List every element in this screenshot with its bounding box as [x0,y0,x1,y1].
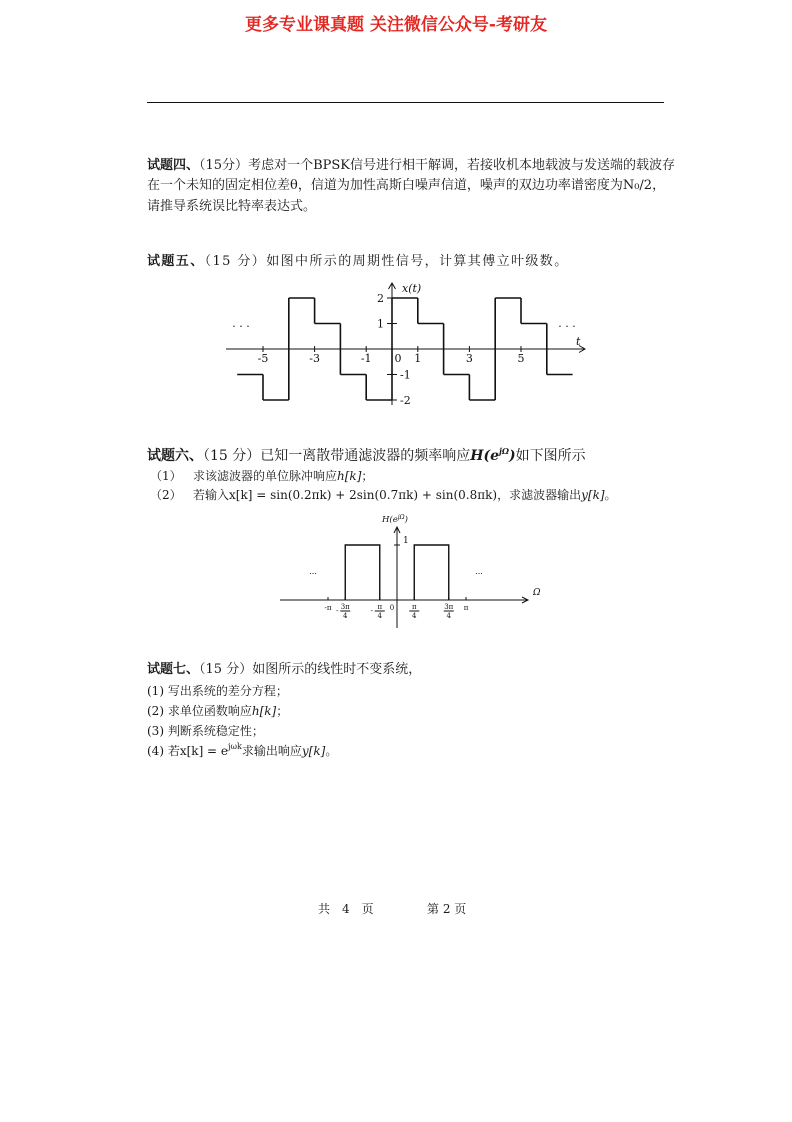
q7-item-4-math2: y[k] [301,744,326,758]
omega-axis-label: Ω [533,588,541,598]
magnitude-label-sup: jΩ [397,514,405,521]
q7-item-3 [147,723,264,739]
q6-item-2 [150,487,617,503]
promo-banner: 更多专业课真题 关注微信公众号-考研友 [245,15,547,35]
q6-item-1 [150,468,373,484]
passband-rect [345,545,380,600]
q7-item-1 [147,683,288,699]
q7-item-4-text: 若 [167,744,180,758]
q7-item-4 [147,743,337,761]
q7-item-4-number: (4) [147,744,164,758]
magnitude-label-close: ) [404,515,408,525]
q7-item-2-number: (2) [147,704,164,718]
q7-score: （15 分） [199,662,253,677]
y-tick-label: 1 [377,317,384,331]
q7-item-4-mid: 求输出响应 [241,744,302,758]
q6-score: （15 分） [203,448,261,464]
x-tick-label: -1 [360,352,372,365]
q6-h-close: ) [509,448,516,464]
y-tick-label: -1 [400,368,411,382]
q6-h-base: H(e [470,448,500,464]
passband-rect [414,545,449,600]
ellipsis-right: ... [475,567,483,576]
x-tick-sign: - [336,607,339,615]
q6-item-2-mid: ，求滤波器输出 [497,488,582,502]
q6-item-1-end: ； [361,469,374,483]
magnitude-label-base: H(e [382,515,398,525]
page-number: 第 2 页 [427,902,467,916]
q4-heading: 试题四、 [147,158,200,173]
x-tick-label: -π [324,604,332,612]
q4-line-3: 请推导系统误比特率表达式。 [147,199,317,214]
q4-text-1: 考虑对一个BPSK信号进行相干解调，若接收机本地载波与发送端的载波存 [248,158,675,173]
q6-h-sup: jΩ [499,446,510,456]
x-tick-sign: - [370,607,373,615]
q7-text: 如图所示的线性时不变系统， [252,662,422,677]
x-tick-label: -3 [309,352,320,365]
q6-item-2-math: x[k] = sin(0.2πk) + 2sin(0.7πk) + sin(0.8πk) [229,488,498,502]
ellipsis-left: · · · [232,320,250,333]
q7-item-2-end: ； [276,704,289,718]
q7-item-2-text: 求单位函数响应 [167,704,252,718]
q6-heading: 试题六、 [147,448,203,464]
ellipsis-right: · · · [558,320,576,333]
q4-score: （15分） [199,158,249,173]
x-tick-label: 0 [389,604,395,612]
q7-item-2-math: h[k] [251,704,277,718]
q5-line [147,254,569,270]
x-tick-label: π [463,604,469,612]
q6-item-2-number: （2） [150,488,182,502]
bandpass-response-figure [275,508,550,633]
x-tick-denominator: 4 [343,612,348,620]
time-axis-label: t [576,335,581,348]
q7-heading: 试题七、 [147,662,200,677]
x-tick-numerator: 3π [444,603,454,611]
q6-text: 已知一离散带通滤波器的频率响应 [260,448,471,464]
q7-item-2 [147,703,288,719]
ellipsis-left: ... [309,567,317,576]
page-total: 共 4 页 [318,902,374,916]
q4-line-1 [147,158,675,174]
q7-item-1-number: (1) [147,684,164,698]
q4-line-2: 在一个未知的固定相位差θ，信道为加性高斯白噪声信道，噪声的双边功率谱密度为N₀/2， [147,178,666,193]
q6-item-1-number: （1） [150,469,182,483]
x-tick-label: 5 [517,352,525,365]
q7-item-4-end: 。 [325,744,338,758]
periodic-signal-figure [220,275,600,415]
q7-item-1-text: 写出系统的差分方程； [167,684,288,698]
x-tick-denominator: 4 [446,612,451,620]
q5-heading: 试题五、 [147,254,205,269]
q7-line-1 [147,662,421,678]
magnitude-axis-label [381,514,408,525]
x-tick-label: -5 [257,352,269,365]
x-tick-denominator: 4 [412,612,417,620]
header-rule [147,102,664,103]
x-tick-label: 0 [394,352,402,365]
x-tick-label: 3 [465,352,473,365]
y-tick-label: 2 [377,292,384,305]
q6-line-1 [147,447,586,466]
x-tick-label: 1 [414,352,422,365]
q6-item-1-text: 求该滤波器的单位脉冲响应 [193,469,338,483]
q5-text: 如图中所示的周期性信号，计算其傅立叶级数。 [266,254,569,269]
q7-item-3-number: (3) [147,724,164,738]
x-tick-numerator: π [411,603,417,611]
q6-item-1-math: h[k] [337,469,362,483]
q6-tail: 如下图所示 [515,448,586,464]
q6-item-2-math2: y[k] [581,488,605,502]
x-tick-numerator: 3π [340,603,350,611]
signal-axis-label: x(t) [402,282,422,295]
x-tick-denominator: 4 [377,612,382,620]
x-tick-numerator: π [377,603,383,611]
y-tick-label: -2 [400,394,411,407]
q5-score: （15 分） [204,254,267,269]
q7-item-3-text: 判断系统稳定性； [167,724,264,738]
q7-item-4-math: x[k] = e [179,744,229,758]
q6-item-2-end: 。 [604,488,617,502]
q6-item-2-text: 若输入 [193,488,230,502]
y-tick-label: 1 [403,536,409,546]
q7-item-4-sup: jωk [228,742,242,751]
